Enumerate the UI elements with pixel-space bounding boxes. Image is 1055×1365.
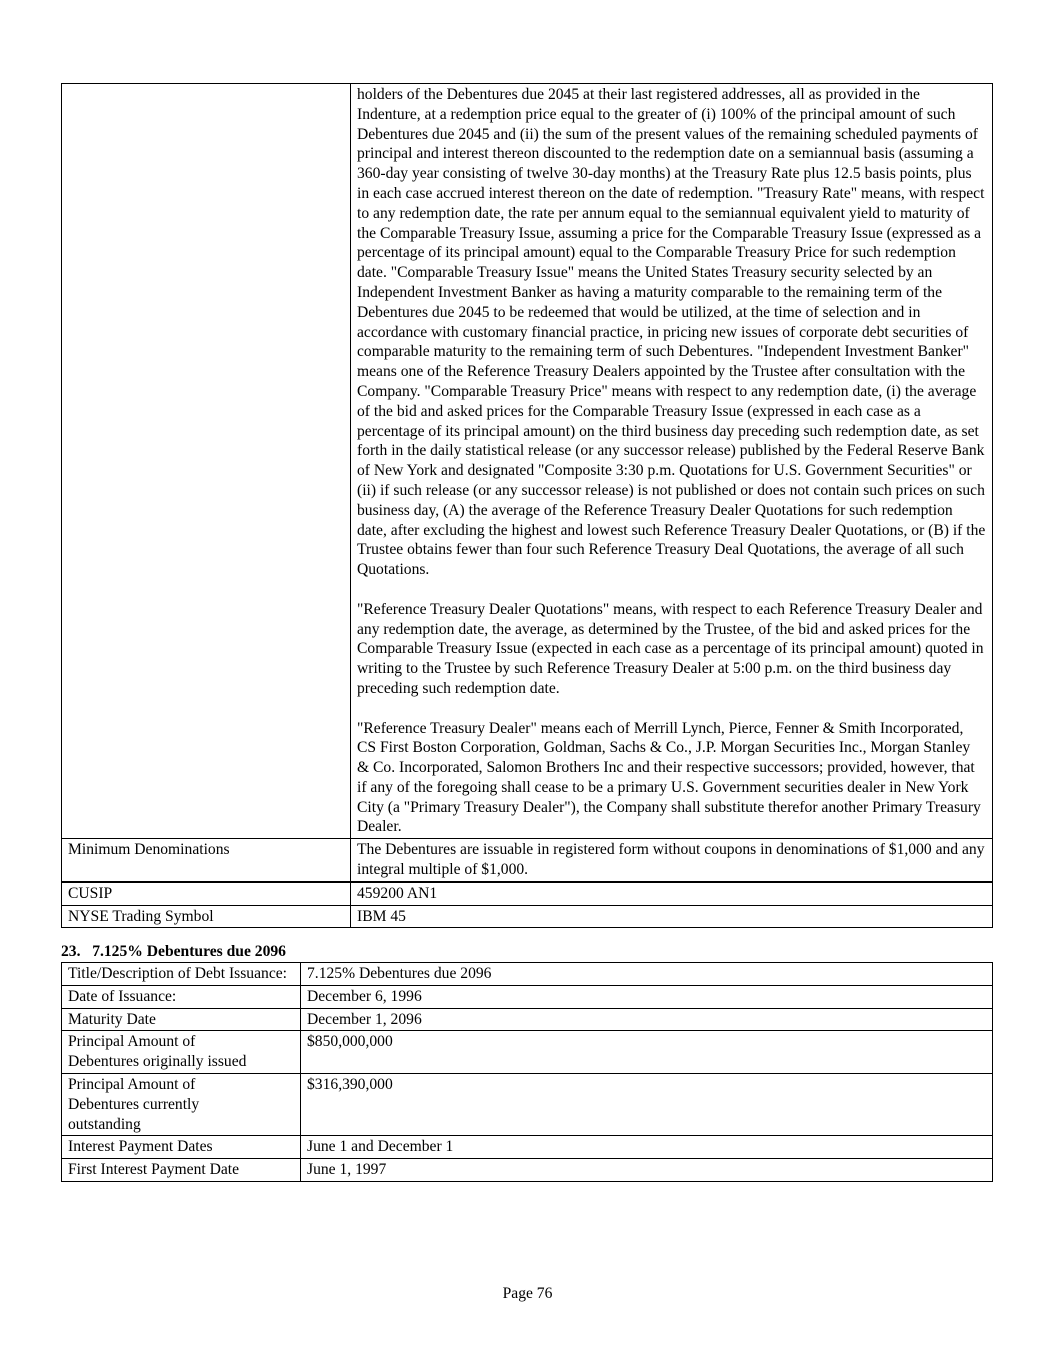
reference-dealer-quotations-paragraph: "Reference Treasury Dealer Quotations" means, with respect to each Reference Treasury Dealer and any redemption date, the average, as determined by the Trustee, of the bid and asked prices for the Comparable Treasury Issue (expected in each case as a percentage of its principal amount) quoted in writing to the Trustee by such Reference Treasury Dealer at 5:00 p.m. on the third business day preceding such redemption date. (357, 600, 984, 697)
row-label: NYSE Trading Symbol (62, 905, 351, 928)
row-label: Date of Issuance: (62, 985, 301, 1008)
table-row (62, 1073, 993, 1135)
redemption-paragraph: holders of the Debentures due 2045 at their last registered addresses, all as provided in the Indenture, at a redemption price equal to the greater of (i) 100% of the principal amount of such Debentures due 2045 and (ii) the sum of the present values of the remaining scheduled payments of principal and interest thereon discounted to the redemption date on a semiannual basis (assuming a 360-day year consisting of twelve 30-day months) at the Treasury Rate plus 12.5 basis points, plus in each case accrued interest thereon on the date of redemption. "Treasury Rate" means, with respect to any redemption date, the rate per annum equal to the semiannual equivalent yield to maturity of the Comparable Treasury Issue, assuming a price for the Comparable Treasury Issue (expressed as a percentage of its principal amount) equal to the Comparable Treasury Price for such redemption date. "Comparable Treasury Issue" means the United States Treasury security selected by an Independent Investment Banker as having a maturity comparable to the remaining term of the Debentures due 2045 to be redeemed that would be utilized, at the time of selection and in accordance with customary financial practice, in pricing new issues of corporate debt securities of comparable maturity to the remaining term of such Debentures. "Independent Investment Banker" means one of the Reference Treasury Dealers appointed by the Trustee after consultation with the Company. "Comparable Treasury Price" means with respect to any redemption date, (i) the average of the bid and asked prices for the Comparable Treasury Issue (expressed in each case as a percentage of its principal amount) on the third business day preceding such redemption date, as set forth in the daily statistical release (or any successor release) published by the Federal Reserve Bank of New York and designated "Composite 3:30 p.m. Quotations for U.S. Government Securities" or (ii) if such release (or any successor release) is not published or does not contain such prices on such business day, (A) the average of the Reference Treasury Dealer Quotations for such redemption date, after excluding the highest and lowest such Reference Treasury Dealer Quotations, or (B) if the Trustee obtains fewer than four such Reference Treasury Deal Quotations, the average of all such Quotations. (357, 86, 986, 579)
reference-dealer-paragraph: "Reference Treasury Dealer" means each of Merrill Lynch, Pierce, Fenner & Smith Incorporated, CS First Boston Corporation, Goldman, Sachs & Co., J.P. Morgan Securities Inc., Morgan Stanley & Co. Incorporated, Salomon Brothers Inc and their respective successors; provided, however, that if any of the foregoing shall cease to be a primary U.S. Government securities dealer in New York City (a "Primary Treasury Dealer"), the Company shall substitute therefor another Primary Treasury Dealer. (357, 719, 981, 836)
row-value: 459200 AN1 (351, 882, 993, 905)
redemption-row (62, 84, 993, 839)
table-row (62, 905, 993, 928)
row-value: 7.125% Debentures due 2096 (301, 963, 993, 986)
row-value: December 1, 2096 (301, 1008, 993, 1031)
row-label: First Interest Payment Date (62, 1159, 301, 1182)
row-value: The Debentures are issuable in registered form without coupons in denominations of $1,000 and any integral multiple of $1,000. (351, 839, 993, 882)
row-value: December 6, 1996 (301, 985, 993, 1008)
row-value: $850,000,000 (301, 1031, 993, 1074)
row-label: Minimum Denominations (62, 839, 351, 882)
table-row (62, 1031, 993, 1074)
row-label: Interest Payment Dates (62, 1136, 301, 1159)
row-label: Maturity Date (62, 1008, 301, 1031)
redemption-text-cell (351, 84, 993, 839)
table-row (62, 1159, 993, 1182)
table-row (62, 985, 993, 1008)
debentures-2045-table (61, 83, 993, 928)
table-row (62, 1008, 993, 1031)
table-row (62, 1136, 993, 1159)
row-value: $316,390,000 (301, 1073, 993, 1135)
redemption-label-cell (62, 84, 351, 839)
table-row (62, 882, 993, 905)
row-label: Title/Description of Debt Issuance: (62, 963, 301, 986)
row-value: June 1 and December 1 (301, 1136, 993, 1159)
row-value: June 1, 1997 (301, 1159, 993, 1182)
section-title: 23. 7.125% Debentures due 2096 (61, 943, 286, 960)
debentures-2096-table (61, 962, 993, 1182)
table-row (62, 963, 993, 986)
row-label: Principal Amount of Debentures originally issued (62, 1031, 301, 1074)
row-value: IBM 45 (351, 905, 993, 928)
row-label: Principal Amount of Debentures currently outstanding (62, 1073, 301, 1135)
table-row (62, 839, 993, 882)
row-label: CUSIP (62, 882, 351, 905)
page-number: Page 76 (502, 1285, 553, 1302)
